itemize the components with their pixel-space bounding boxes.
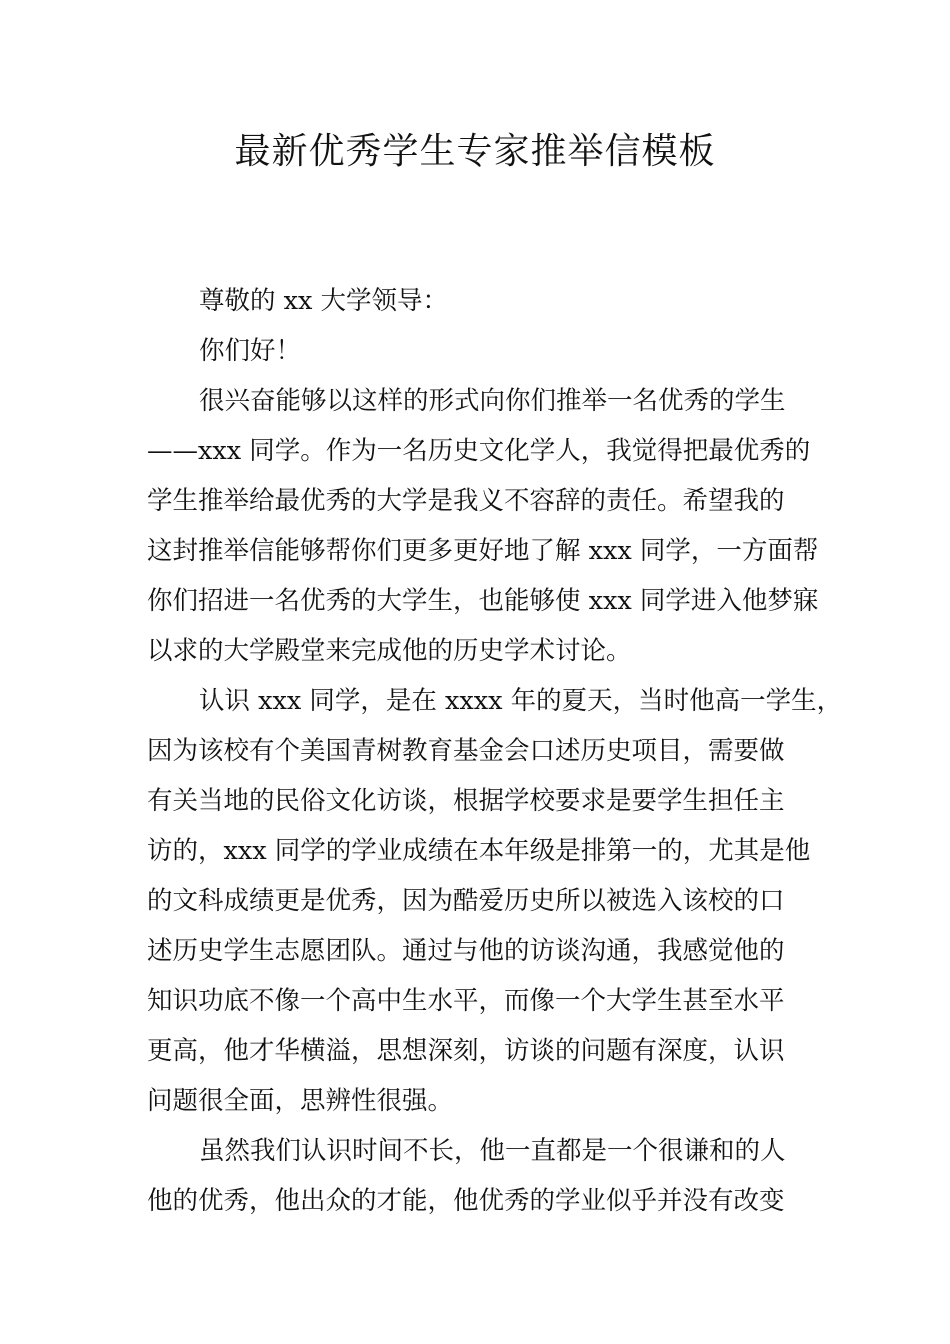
document-body	[147, 276, 843, 1226]
text-line: 尊敬的 xx 大学领导：	[199, 286, 448, 316]
text-line: 很兴奋能够以这样的形式向你们推举一名优秀的学生	[199, 386, 786, 416]
text-line: 知识功底不像一个高中生水平，而像一个大学生甚至水平	[147, 986, 785, 1016]
text-line: 他的优秀，他出众的才能，他优秀的学业似乎并没有改变	[147, 1186, 785, 1216]
text-line: 认识 xxx 同学，是在 xxxx 年的夏天，当时他高一学生，	[199, 686, 843, 716]
text-line: 问题很全面，思辨性很强。	[147, 1086, 454, 1116]
text-line: 有关当地的民俗文化访谈，根据学校要求是要学生担任主	[147, 786, 785, 816]
text-line: ——xxx 同学。作为一名历史文化学人，我觉得把最优秀的	[147, 436, 811, 466]
text-line: 你们招进一名优秀的大学生，也能够使 xxx 同学进入他梦寐	[147, 586, 819, 616]
text-line: 学生推举给最优秀的大学是我义不容辞的责任。希望我的	[147, 486, 785, 516]
text-line: 更高，他才华横溢，思想深刻，访谈的问题有深度，认识	[147, 1036, 785, 1066]
text-line: 述历史学生志愿团队。通过与他的访谈沟通，我感觉他的	[147, 936, 785, 966]
text-line: 虽然我们认识时间不长，他一直都是一个很谦和的人	[199, 1136, 786, 1166]
document-title: 最新优秀学生专家推举信模板	[234, 131, 716, 172]
text-line: 你们好！	[199, 336, 302, 366]
text-line: 访的，xxx 同学的学业成绩在本年级是排第一的，尤其是他	[147, 836, 811, 866]
text-line: 因为该校有个美国青树教育基金会口述历史项目，需要做	[147, 736, 785, 766]
text-line: 这封推举信能够帮你们更多更好地了解 xxx 同学，一方面帮	[147, 536, 819, 566]
text-line: 的文科成绩更是优秀，因为酷爱历史所以被选入该校的口	[147, 886, 785, 916]
text-line: 以求的大学殿堂来完成他的历史学术讨论。	[147, 636, 632, 666]
